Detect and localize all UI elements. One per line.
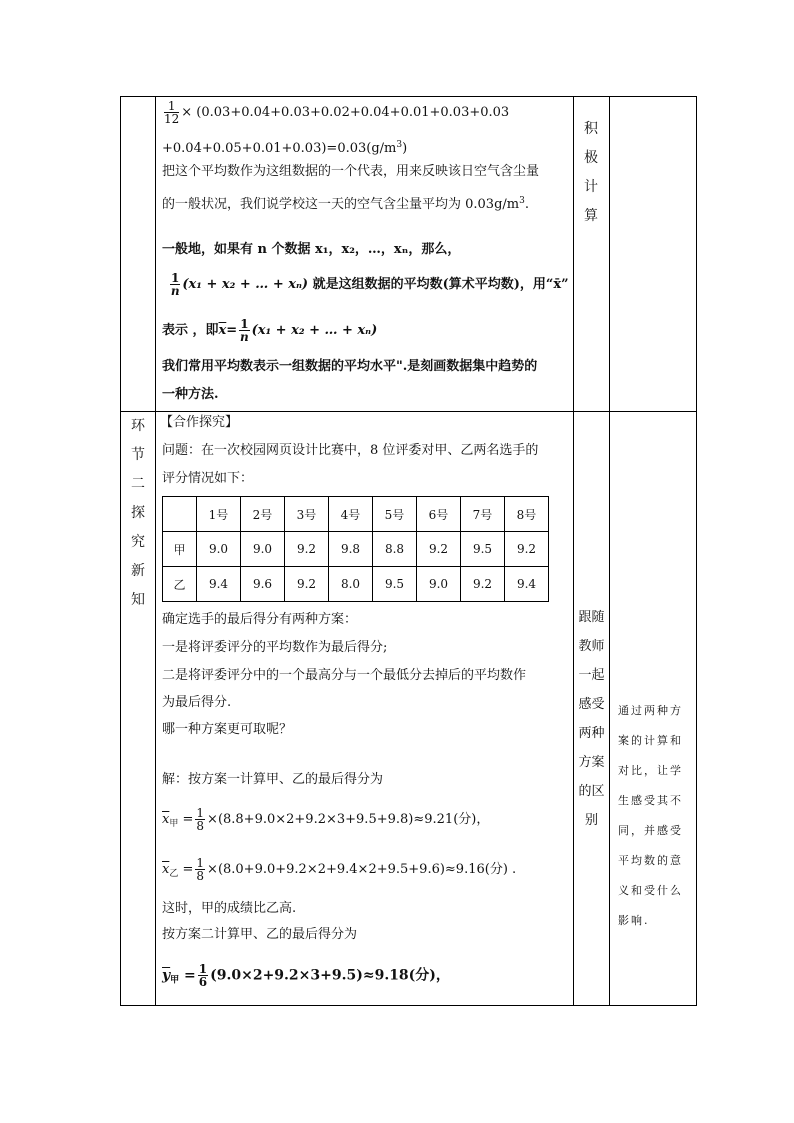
table-right-border (696, 96, 697, 1006)
table-header-cell: 4号 (329, 497, 373, 532)
table-left-border (120, 96, 121, 1006)
score-cell: 9.2 (505, 532, 549, 567)
definition-line-5: 一种方法. (162, 387, 219, 402)
score-cell: 9.2 (417, 532, 461, 567)
student-activity-row1: 积 极 计 算 (584, 121, 598, 224)
score-cell: 9.8 (329, 532, 373, 567)
score-cell: 9.4 (505, 567, 549, 602)
solution-intro: 解：按方案一计算甲、乙的最后得分为 (162, 772, 384, 787)
score-cell: 8.0 (329, 567, 373, 602)
plan-two-line-2: 为最后得分. (162, 695, 232, 710)
calc-jia-plan1: $\overline{x}_甲$ = $\frac{1}{8}$ ×(8.8+9.0×2+9.2×3+9.5+9.8)≈9.21(分)， (162, 806, 490, 833)
score-cell: 9.2 (285, 567, 329, 602)
definition-line-3: 表示 ，即$\overline{x}=$ $\frac{1}{n}$ (x₁ + x₂ + … + xₙ) (162, 317, 378, 344)
plan-intro: 确定选手的最后得分有两种方案： (162, 612, 358, 627)
table-header-cell: 8号 (505, 497, 549, 532)
row-divider (120, 411, 697, 412)
score-cell: 8.8 (373, 532, 417, 567)
table-header-cell: 1号 (197, 497, 241, 532)
score-cell: 9.5 (461, 532, 505, 567)
definition-line-1: 一般地，如果有 n 个数据 x₁，x₂，…，xₙ，那么， (162, 242, 461, 257)
score-cell: 9.6 (241, 567, 285, 602)
score-cell: 9.0 (197, 532, 241, 567)
table-header-cell: 7号 (461, 497, 505, 532)
definition-line-4: 我们常用平均数表示一组数据的平均水平".是刻画数据集中趋势的 (162, 359, 538, 374)
table-header-cell: 2号 (241, 497, 285, 532)
col-divider-3 (609, 96, 610, 1006)
definition-line-2: $\frac{1}{n}$ (x₁ + x₂ + … + xₙ) 就是这组数据的平均数(算术平均数)，用“x̄” (170, 271, 569, 298)
question-line-1: 问题：在一次校园网页设计比赛中，8 位评委对甲、乙两名选手的 (162, 443, 539, 458)
score-cell: 9.0 (417, 567, 461, 602)
paragraph-line-2: 的一般状况，我们说学校这一天的空气含尘量平均为 $0.03g/m^3$. (162, 196, 529, 212)
formula-line-1: $\frac{1}{12}$ × (0.03+0.04+0.03+0.02+0.04+0.01+0.03+0.03 (164, 99, 510, 126)
table-header-cell: 3号 (285, 497, 329, 532)
paragraph-line-1: 把这个平均数作为这组数据的一个代表，用来反映该日空气含尘量 (162, 164, 540, 179)
fraction: $\frac{1}{8}$ (196, 806, 205, 833)
student-activity-row2: 跟随 教师 一起 感受 两种 方案 的区 别 (578, 610, 605, 828)
table-header-cell: 5号 (373, 497, 417, 532)
fraction: $\frac{1}{6}$ (198, 962, 208, 989)
conclusion: 这时，甲的成绩比乙高. (162, 901, 297, 916)
table-row (163, 567, 549, 602)
scores-table (162, 496, 549, 602)
which-question: 哪一种方案更可取呢？ (162, 722, 293, 737)
score-cell: 9.0 (241, 532, 285, 567)
fraction: $\frac{1}{8}$ (196, 856, 205, 883)
row-label-cell: 甲 (163, 532, 197, 567)
formula-line-2: $+0.04+0.05+0.01+0.03)=0.03(g/m^3)$ (162, 140, 408, 156)
plan-two-line-1: 二是将评委评分中的一个最高分与一个最低分去掉后的平均数作 (162, 668, 527, 683)
score-cell: 9.4 (197, 567, 241, 602)
fraction: $\frac{1}{n}$ (240, 317, 249, 344)
row-label-cell: 乙 (163, 567, 197, 602)
plan-one: 一是将评委评分的平均数作为最后得分; (162, 640, 388, 655)
fraction: $\frac{1}{n}$ (170, 271, 180, 298)
design-intent: 通过两种方 案的计算和 对比，让学 生感受其不 同，并感受 平均数的意 义和受什么 影响. (618, 704, 683, 927)
table-row (163, 532, 549, 567)
col-divider-2 (573, 96, 574, 1006)
table-bottom-border (120, 1005, 697, 1006)
section-heading: 【合作探究】 (160, 415, 239, 430)
col-divider-1 (155, 96, 156, 1006)
section-label: 环 节 二 探 究 新 知 (131, 418, 145, 608)
table-header-cell: 6号 (417, 497, 461, 532)
plan-two-intro: 按方案二计算甲、乙的最后得分为 (162, 927, 358, 942)
table-header-cell (163, 497, 197, 532)
calc-jia-plan2: $\overline{y}_甲$ = $\frac{1}{6}$ (9.0×2+9.2×3+9.5)≈9.18(分)， (162, 962, 450, 989)
score-cell: 9.5 (373, 567, 417, 602)
score-cell: 9.2 (285, 532, 329, 567)
calc-yi-plan1: $\overline{x}_乙$ = $\frac{1}{8}$ ×(8.0+9.0+9.2×2+9.4×2+9.5+9.6)≈9.16(分) . (162, 856, 517, 883)
table-header-row (163, 497, 549, 532)
table-top-border (120, 96, 697, 97)
fraction: $\frac{1}{12}$ (164, 99, 180, 126)
score-cell: 9.2 (461, 567, 505, 602)
question-line-2: 评分情况如下： (162, 471, 254, 486)
